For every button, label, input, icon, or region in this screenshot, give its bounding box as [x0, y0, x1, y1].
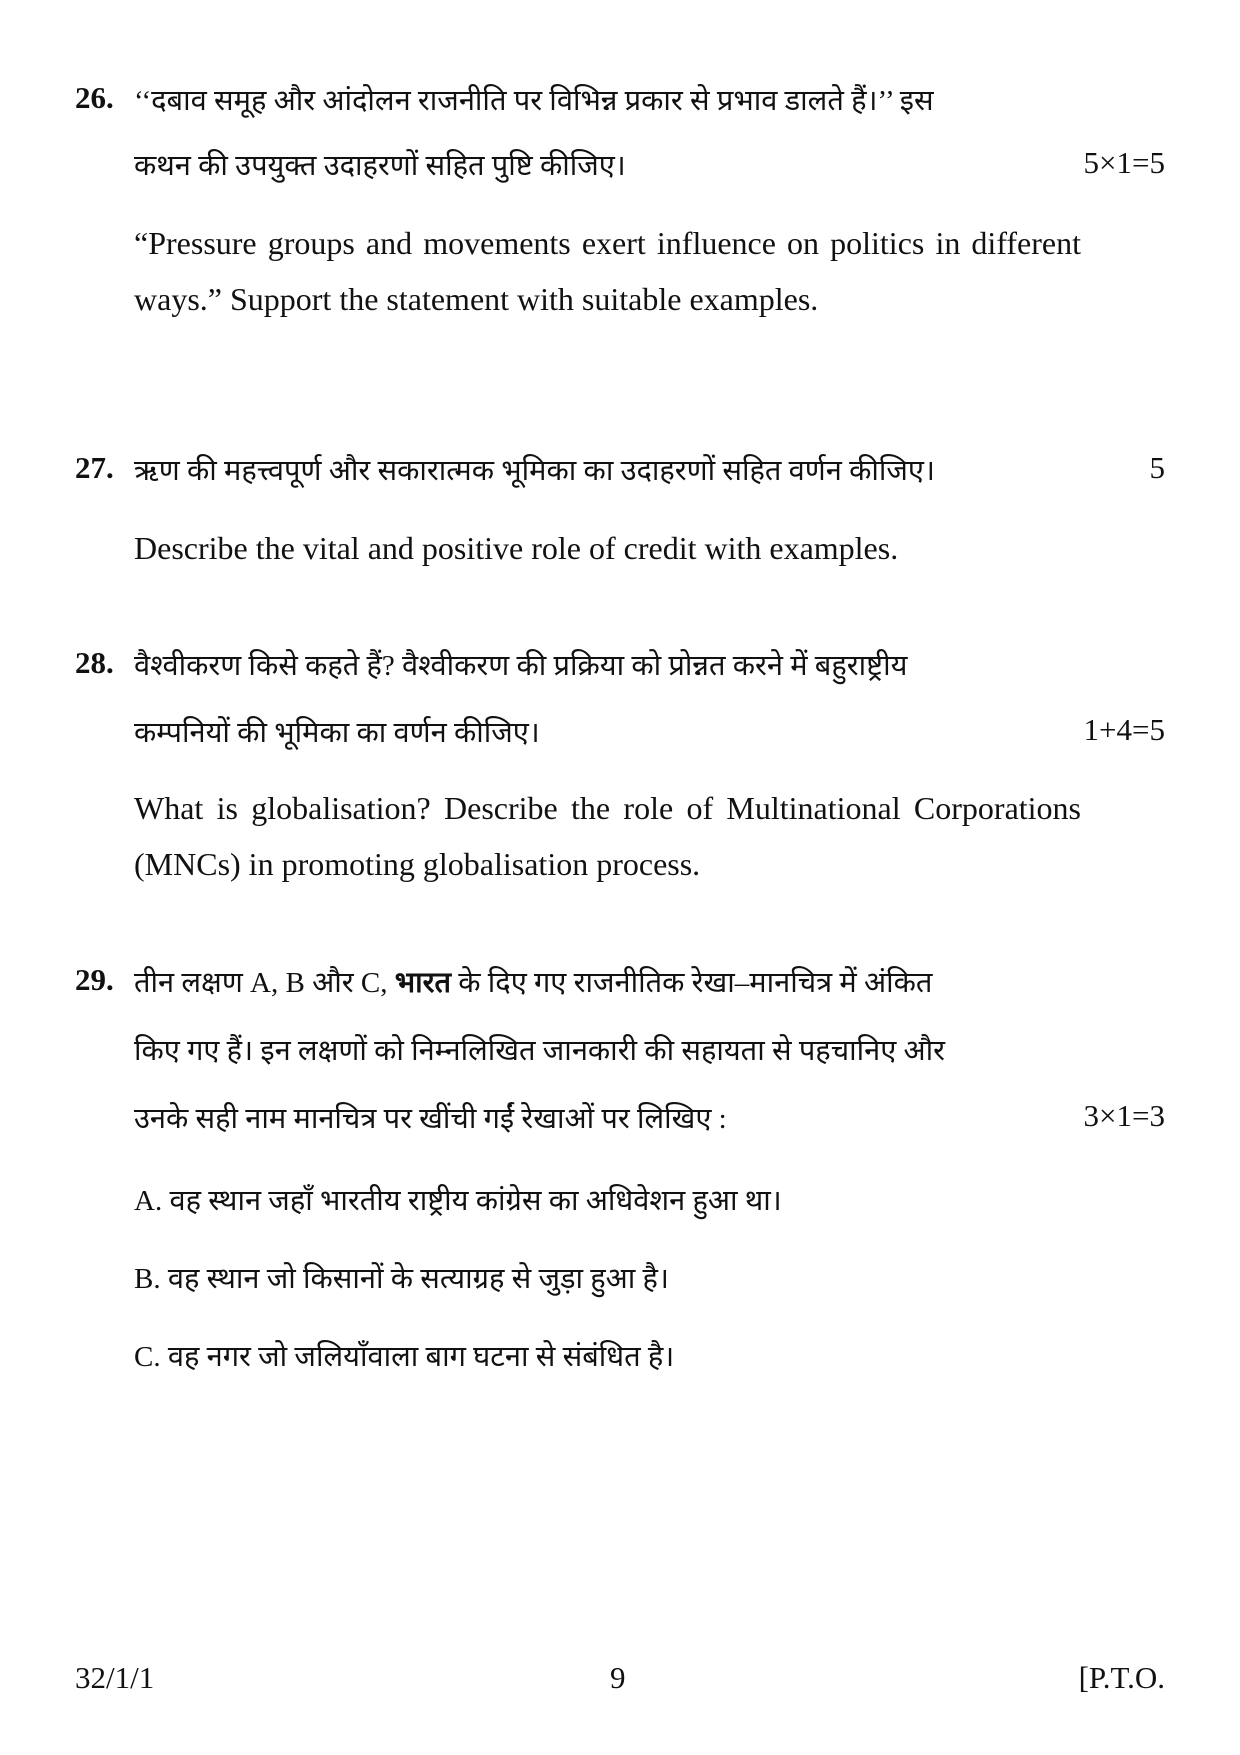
question-hindi-line	[134, 962, 932, 1001]
page-number: 9	[610, 1660, 626, 1695]
marks-label: 3×1=3	[1083, 1098, 1165, 1133]
marks-label: 1+4=5	[1083, 712, 1165, 747]
marks-label: 5×1=5	[1083, 145, 1165, 180]
question-number: 26.	[75, 80, 114, 115]
question-hindi-line: ‘‘दबाव समूह और आंदोलन राजनीति पर विभिन्न प्रकार से प्रभाव डालते हैं।’’ इस	[134, 85, 934, 117]
question-hindi-line: वैश्वीकरण किसे कहते हैं? वैश्वीकरण की प्रक्रिया को प्रोन्नत करने में बहुराष्ट्रीय	[134, 650, 908, 682]
question-english-text: Describe the vital and positive role of credit with examples.	[134, 530, 899, 566]
option-a: A. वह स्थान जहाँ भारतीय राष्ट्रीय कांग्रेस का अधिवेशन हुआ था।	[134, 1185, 782, 1217]
option-b: B. वह स्थान जो किसानों के सत्याग्रह से जुड़ा हुआ है।	[134, 1263, 669, 1295]
question-number: 29.	[75, 962, 114, 997]
emphasis-text: भारत	[394, 967, 452, 999]
question-english-text: “Pressure groups and movements exert influence on politics in different ways.” Support the statement with suitable examples.	[134, 225, 1081, 317]
question-number: 27.	[75, 450, 114, 485]
question-number: 28.	[75, 645, 114, 680]
question-hindi-line: ऋण की महत्त्वपूर्ण और सकारात्मक भूमिका का उदाहरणों सहित वर्णन कीजिए।	[134, 455, 935, 487]
question-english-text: What is globalisation? Describe the role of Multinational Corporations (MNCs) in promoting globalisation process.	[134, 790, 1081, 882]
question-hindi-line: किए गए हैं। इन लक्षणों को निम्नलिखित जानकारी की सहायता से पहचानिए और	[134, 1035, 946, 1067]
text-part: के दिए गए राजनीतिक रेखा–मानचित्र में अंकित	[451, 967, 933, 999]
question-hindi-line: कथन की उपयुक्त उदाहरणों सहित पुष्टि कीजिए।	[134, 150, 626, 182]
paper-code: 32/1/1	[75, 1660, 155, 1695]
pto-label: [P.T.O.	[1078, 1660, 1165, 1695]
marks-label: 5	[1149, 450, 1165, 485]
option-c: C. वह नगर जो जलियाँवाला बाग घटना से संबंधित है।	[134, 1341, 675, 1373]
question-hindi-line: कम्पनियों की भूमिका का वर्णन कीजिए।	[134, 717, 540, 749]
text-part: तीन लक्षण A, B और C,	[134, 967, 395, 999]
question-hindi-line: उनके सही नाम मानचित्र पर खींची गईं रेखाओं पर लिखिए :	[134, 1103, 727, 1135]
